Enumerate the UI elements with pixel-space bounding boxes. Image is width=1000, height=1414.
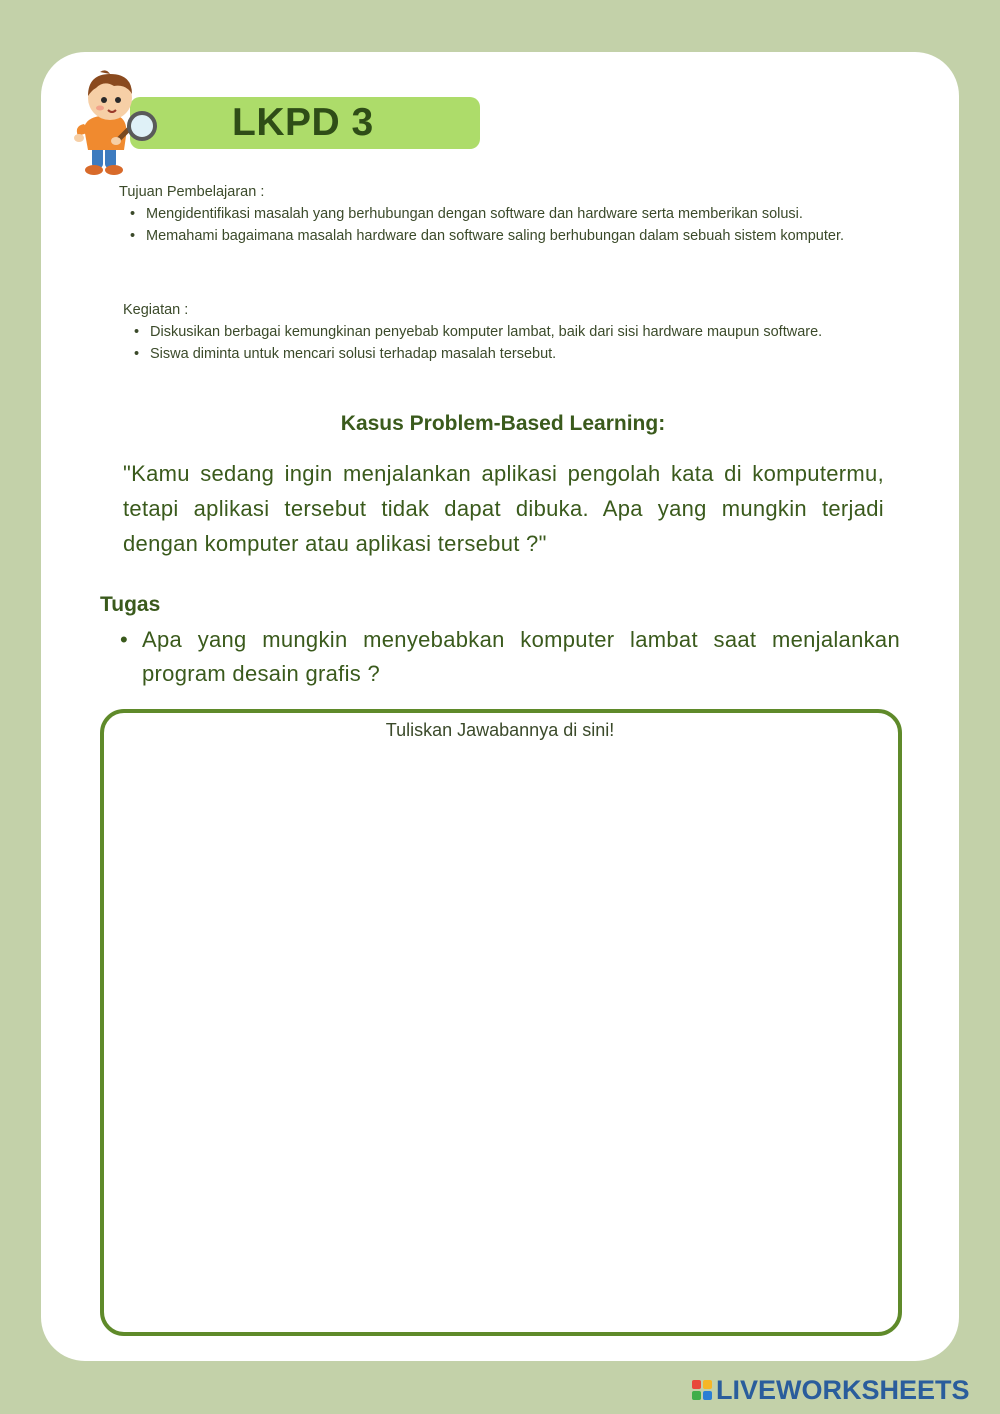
tugas-heading: Tugas — [100, 593, 161, 616]
liveworksheets-logo — [692, 1374, 970, 1406]
answer-placeholder: Tuliskan Jawabannya di sini! — [385, 720, 615, 740]
tugas-list — [112, 623, 900, 691]
page-title: LKPD 3 — [232, 101, 374, 144]
list-item: • Apa yang mungkin menyebabkan komputer lambat saat menjalankan program desain grafis ? — [112, 623, 900, 691]
logo-block — [703, 1391, 712, 1400]
kegiatan-list — [124, 322, 880, 365]
list-item: • Memahami bagaimana masalah hardware dan software saling berhubungan dalam sebuah sistem komputer. — [120, 226, 880, 248]
tujuan-heading: Tujuan Pembelajaran : — [119, 184, 265, 200]
logo-block — [692, 1380, 701, 1389]
answer-textbox[interactable] — [100, 709, 902, 1336]
boy-magnifier-illustration — [70, 66, 170, 178]
tujuan-list — [120, 204, 880, 247]
list-item: • Diskusikan berbagai kemungkinan penyebab komputer lambat, baik dari sisi hardware maupun software. — [124, 322, 880, 344]
list-item: • Siswa diminta untuk mencari solusi terhadap masalah tersebut. — [124, 344, 880, 366]
logo-blocks-icon — [692, 1380, 712, 1400]
logo-text: LIVEWORKSHEETS — [716, 1374, 970, 1405]
case-text: "Kamu sedang ingin menjalankan aplikasi pengolah kata di komputermu, tetapi aplikasi tersebut tidak dapat dibuka. Apa yang mungkin terjadi dengan komputer atau aplikasi tersebut ?" — [123, 461, 884, 556]
list-item: • Mengidentifikasi masalah yang berhubungan dengan software dan hardware serta memberikan solusi. — [120, 204, 880, 226]
case-title: Kasus Problem-Based Learning: — [340, 412, 666, 435]
logo-block — [692, 1391, 701, 1400]
kegiatan-heading: Kegiatan : — [123, 302, 189, 318]
logo-block — [703, 1380, 712, 1389]
